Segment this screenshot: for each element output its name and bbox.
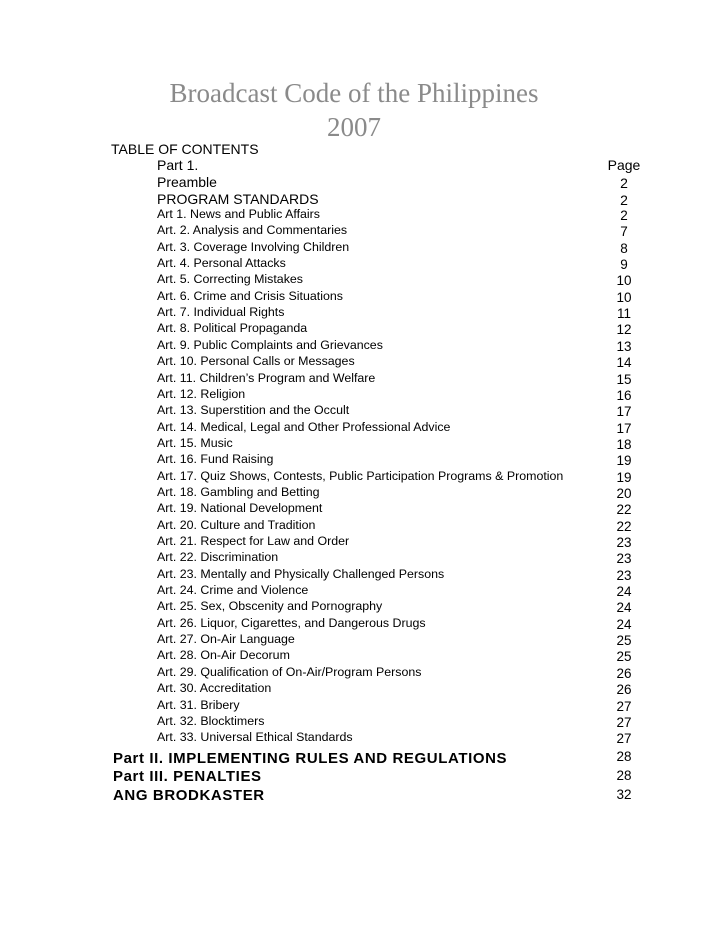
toc-article-entry-page: 22 <box>616 518 632 534</box>
toc-article-entry-page: 15 <box>616 371 632 387</box>
toc-article-entry-page: 19 <box>616 469 632 485</box>
toc-heading-entry-page: 2 <box>620 175 628 191</box>
toc-article-entry-page: 24 <box>616 616 632 632</box>
toc-heading-entry: Preamble <box>157 174 217 190</box>
toc-article-entry: Art. 15. Music <box>157 435 233 450</box>
toc-article-entry: Art. 17. Quiz Shows, Contests, Public Participation Programs & Promotion <box>157 468 564 483</box>
toc-article-entry: Art. 21. Respect for Law and Order <box>157 534 350 548</box>
toc-article-entry-page: 25 <box>616 649 632 665</box>
toc-article-entry: Art. 27. On-Air Language <box>157 632 295 647</box>
toc-article-entry-page: 25 <box>616 633 632 649</box>
toc-article-entry-page: 17 <box>616 404 632 420</box>
toc-article-entry-page: 24 <box>616 600 632 616</box>
part1-label: Part 1. <box>157 157 199 173</box>
toc-article-entry: Art. 19. National Development <box>157 501 323 516</box>
toc-article-entry: Art. 32. Blocktimers <box>157 713 265 728</box>
toc-article-entry: Art. 16. Fund Raising <box>157 452 274 467</box>
toc-article-entry-page: 20 <box>616 485 632 501</box>
toc-part-entry-page: 28 <box>616 768 632 783</box>
toc-article-entry: Art. 24. Crime and Violence <box>157 583 309 598</box>
toc-article-entry-page: 22 <box>616 502 632 518</box>
toc-part-entry-page: 32 <box>616 787 632 802</box>
toc-article-entry: Art. 7. Individual Rights <box>157 305 285 320</box>
toc-part-entry: Part III. PENALTIES <box>113 768 262 785</box>
toc-article-entry-page: 27 <box>616 698 632 714</box>
toc-part-entry: ANG BRODKASTER <box>113 787 265 804</box>
toc-article-entry-page: 18 <box>616 436 632 452</box>
toc-article-entry: Art. 33. Universal Ethical Standards <box>157 730 353 745</box>
toc-article-entry-page: 23 <box>616 535 632 550</box>
toc-article-entry: Art. 2. Analysis and Commentaries <box>157 223 348 238</box>
toc-article-entry-page: 26 <box>616 665 632 681</box>
toc-article-entry-page: 8 <box>620 240 628 256</box>
toc-article-entry: Art. 13. Superstition and the Occult <box>157 403 350 418</box>
toc-article-entry-page: 26 <box>616 682 632 698</box>
toc-article-entry-page: 24 <box>616 584 632 600</box>
document-title: Broadcast Code of the Philippines <box>169 78 539 108</box>
toc-article-entry-page: 19 <box>616 453 632 469</box>
toc-heading-entry: PROGRAM STANDARDS <box>157 190 319 207</box>
toc-article-entry: Art. 23. Mentally and Physically Challenged Persons <box>157 566 445 581</box>
toc-article-entry-page: 27 <box>616 731 632 747</box>
toc-article-entry: Art. 20. Culture and Tradition <box>157 517 316 532</box>
toc-article-entry-page: 23 <box>616 567 632 583</box>
toc-article-entry: Art. 30. Accreditation <box>157 681 272 696</box>
toc-article-entry: Art. 18. Gambling and Betting <box>157 484 320 499</box>
toc-article-entry-page: 10 <box>616 273 632 289</box>
toc-article-entry: Art. 29. Qualification of On-Air/Program Persons <box>157 664 422 679</box>
page-column-header: Page <box>607 157 641 173</box>
toc-article-entry-page: 14 <box>616 355 632 371</box>
toc-article-entry: Art 1. News and Public Affairs <box>157 207 320 221</box>
toc-article-entry: Art. 8. Political Propaganda <box>157 321 308 336</box>
toc-part-entry-page: 28 <box>616 749 632 764</box>
toc-article-entry: Art. 25. Sex, Obscenity and Pornography <box>157 599 383 614</box>
toc-article-entry: Art. 28. On-Air Decorum <box>157 648 290 663</box>
toc-article-entry-page: 12 <box>616 322 632 338</box>
toc-heading: TABLE OF CONTENTS <box>111 141 259 157</box>
toc-article-entry: Art. 4. Personal Attacks <box>157 256 286 271</box>
toc-article-entry: Art. 10. Personal Calls or Messages <box>157 354 355 369</box>
toc-article-entry-page: 16 <box>616 387 632 403</box>
toc-article-entry: Art. 5. Correcting Mistakes <box>157 272 303 287</box>
toc-heading-entry-page: 2 <box>620 191 628 208</box>
toc-article-entry: Art. 26. Liquor, Cigarettes, and Dangerous Drugs <box>157 615 426 630</box>
toc-article-entry-page: 9 <box>620 257 628 273</box>
toc-article-entry: Art. 31. Bribery <box>157 697 240 712</box>
toc-article-entry: Art. 22. Discrimination <box>157 550 279 565</box>
toc-article-entry-page: 2 <box>620 208 628 223</box>
toc-article-entry-page: 17 <box>616 420 632 436</box>
toc-article-entry-page: 13 <box>616 338 632 354</box>
toc-article-entry: Art. 9. Public Complaints and Grievances <box>157 337 383 352</box>
toc-part-entry: Part II. IMPLEMENTING RULES AND REGULATIONS <box>113 750 508 767</box>
toc-article-entry: Art. 14. Medical, Legal and Other Professional Advice <box>157 419 451 434</box>
toc-article-entry-page: 7 <box>620 224 628 240</box>
toc-article-entry: Art. 11. Children’s Program and Welfare <box>157 370 376 385</box>
toc-article-entry: Art. 3. Coverage Involving Children <box>157 239 350 254</box>
toc-article-entry: Art. 12. Religion <box>157 386 246 401</box>
toc-article-entry-page: 27 <box>616 714 632 730</box>
toc-article-entry-page: 11 <box>616 306 631 322</box>
toc-article-entry-page: 23 <box>616 551 632 567</box>
toc-article-entry-page: 10 <box>616 289 632 305</box>
toc-article-entry: Art. 6. Crime and Crisis Situations <box>157 288 343 303</box>
document-year: 2007 <box>327 112 381 142</box>
